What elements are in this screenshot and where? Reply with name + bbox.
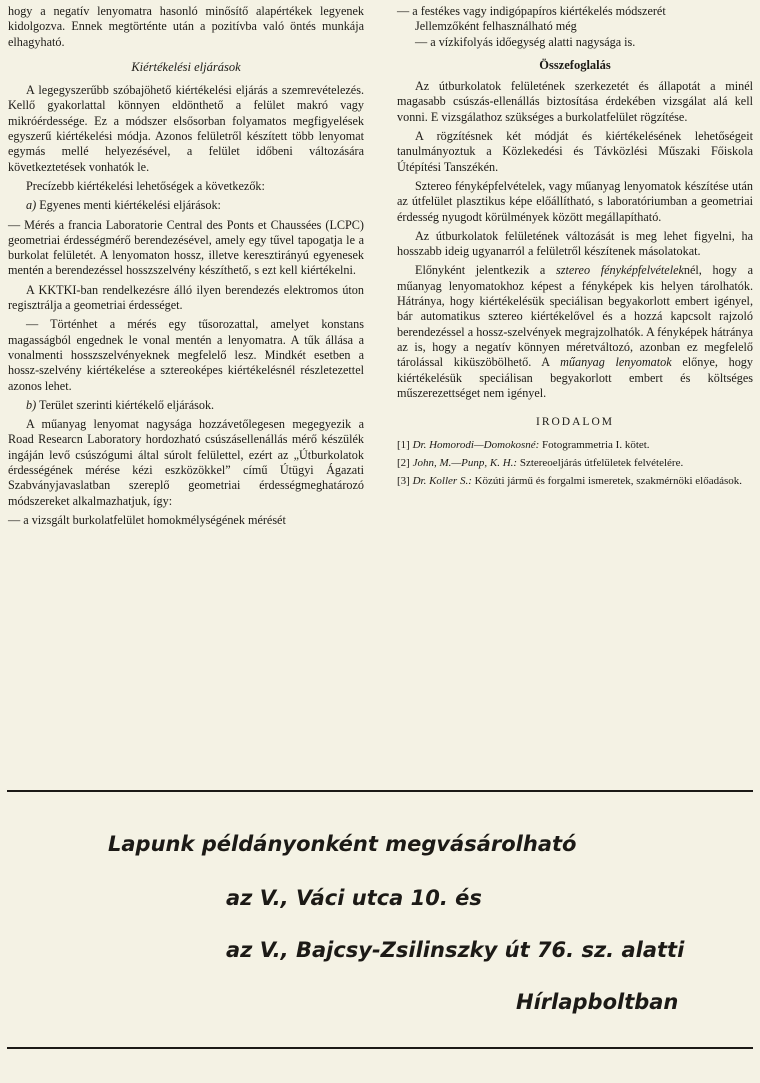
advert-bottom-rule xyxy=(7,1047,753,1049)
paragraph-area: A műanyag lenyomat nagysága hozzávetőlegesen megegyezik a Road Researcn Laboratory hordozható csúszásellenállás mérő készülék ingáján levő csúszógumi által súrolt felülettel, ezért az „Útburkolatok érdességének mérése kézi eszközökkel” című Útügyi Ágazati Szabványjavaslatban szereplő geometriai érdességmeghatározó módszereket alkalmazhatjuk, így: xyxy=(8,417,364,508)
reference-number: [2] xyxy=(397,457,410,470)
reference-item xyxy=(397,474,753,488)
summary-paragraph-3: Sztereo fényképfelvételek, vagy műanyag lenyomatok készítése után az útfelület plasztikus képe előállítható, s laboratóriumban a geometriai érdesség nyugodt körülmények között megállapítható. xyxy=(397,178,753,224)
paragraph-needle: — Történhet a mérés egy tűsorozattal, amelyet konstans magasságból engednek le vonal mentén a lenyomatra. A tűk állása a vonalmenti hosszszelvényeknek megfelelő lesz. Mindkét esetben a hossz-szelvény kiértékelése a sztereoképes kiértékelésnél részletezettel azonos lehet. xyxy=(8,317,364,393)
paragraph-simple-eval: A legegyszerűbb szóbajöhető kiértékelési eljárás a szemrevételezés. Kellő gyakorlattal könnyen eldönthető a felület makró vagy mikróérdessége. Ez a módszer elsősorban folyamatos megfigyelések egyszerű kiértékelési módja. Azonos felületről készített több lenyomat egymás mellé helyezésével, a felület időbeni változására következtetések vonhatók le. xyxy=(8,83,364,174)
subheading-a-text: Egyenes menti kiértékelési eljárások: xyxy=(39,198,221,213)
paragraph-kktki: A KKTKI-ban rendelkezésre álló ilyen berendezés elektromos úton regisztrálja a geometriai érdességet. xyxy=(8,282,364,313)
reference-title: Fotogrammetria I. kötet. xyxy=(539,439,650,452)
references-heading: IRODALOM xyxy=(536,416,614,429)
subheading-a xyxy=(8,198,364,213)
summary-paragraph-1: Az útburkolatok felületének szerkezetét és állapotát a minél magasabb csúszás-ellenállás biztosítása érdekében vizsgálat alá kell vonni. E vizsgálathoz szükséges a burkolatfelület rögzítése. xyxy=(397,79,753,124)
advert-top-rule xyxy=(7,790,753,792)
subheading-b xyxy=(8,398,364,413)
summary-5-part-b: nél, hogy a műanyag lenyomatokhoz képest a fényképek kis helyen tárolhatók. Hátránya, hogy kiértékelésük speciálisan begyakorlott embert igényel, bár automatikus sztereo kiértékelővel és a hozzá kapcsolt rajzoló berendezéssel a hossz-szelvények megrajzolhatók. A fényképek hátránya az is, hogy a negatív könnyen méretváltozó, azonban ez megfelelő tárolással kiküszöbölhető. A xyxy=(397,263,753,370)
reference-author: Dr. Homorodi—Domokosné: xyxy=(412,439,540,452)
advert-line-1: Lapunk példányonként megvásárolható xyxy=(108,832,577,856)
reference-item xyxy=(397,438,753,452)
paragraph-top: hogy a negatív lenyomatra hasonló minősítő alapértékek legyenek kidolgozva. Ennek megtörténte után a pozitívba való öntés munkája elhagyható. xyxy=(8,4,364,49)
references-list xyxy=(397,438,753,488)
summary-paragraph-4: Az útburkolatok felületének változását is meg lehet figyelni, ha hosszabb ideig ugyanarról a felületről készítenek másolatokat. xyxy=(397,228,753,259)
reference-author: Dr. Koller S.: xyxy=(412,475,472,488)
summary-5-part-c: előnye, hogy kiértékelésük speciálisan begyakorlott embert és költséges műszerezettséget nem igényel. xyxy=(397,355,753,400)
right-column xyxy=(397,4,753,492)
heading-summary: Összefoglalás xyxy=(539,57,611,72)
summary-paragraph-5 xyxy=(397,263,753,401)
subheading-a-label: a) xyxy=(26,198,37,213)
summary-5-italic-plastic: műanyag lenyomatok xyxy=(560,355,672,370)
reference-author: John, M.—Punp, K. H.: xyxy=(412,457,518,470)
paragraph-lcpc: — Mérés a francia Laboratorie Central des Ponts et Chaussées (LCPC) geometriai érdességmérő berendezésével, amely egy tűvel tapogatja le a burkolat felületét. A lenyomaton hossz, illetve keresztirányú egyenesek mentén a berendezéssel hosszszelvény készíthető, s ezt kell kiértékelni. xyxy=(8,217,364,278)
paragraph-characteristic: Jellemzőként felhasználható még xyxy=(415,19,577,34)
heading-evaluation: Kiértékelési eljárások xyxy=(131,59,241,74)
paragraph-precise: Precízebb kiértékelési lehetőségek a következők: xyxy=(26,178,265,193)
reference-number: [3] xyxy=(397,475,410,488)
summary-5-part-a: Előnyként jelentkezik a xyxy=(415,263,556,278)
paragraph-dye: — a festékes vagy indigópapíros kiértékelés módszerét xyxy=(397,4,666,18)
subheading-b-text: Terület szerinti kiértékelő eljárások. xyxy=(38,397,215,412)
reference-item xyxy=(397,456,753,470)
reference-title: Sztereoeljárás útfelületek felvételére. xyxy=(517,457,684,470)
subheading-b-label: b) xyxy=(26,397,37,412)
advert-line-3: az V., Bajcsy-Zsilinszky út 76. sz. alatti xyxy=(226,938,685,962)
paragraph-water: — a vízkifolyás időegység alatti nagysága is. xyxy=(415,34,636,49)
reference-title: Közúti jármű és forgalmi ismeretek, szakmérnöki előadások. xyxy=(471,475,742,488)
reference-number: [1] xyxy=(397,439,410,452)
left-column xyxy=(8,4,364,532)
summary-5-italic-stereo: sztereo fényképfelvételek xyxy=(555,263,684,278)
advert-line-2: az V., Váci utca 10. és xyxy=(226,886,482,910)
advert-line-4: Hírlapboltban xyxy=(516,990,679,1014)
summary-paragraph-2: A rögzítésnek két módját és kiértékelésének lehetőségeit tanulmányoztuk a Közlekedési és Távközlési Műszaki Főiskola Útépítési Tanszékén. xyxy=(397,129,753,174)
paragraph-sand: — a vizsgált burkolatfelület homokmélységének mérését xyxy=(8,512,286,527)
